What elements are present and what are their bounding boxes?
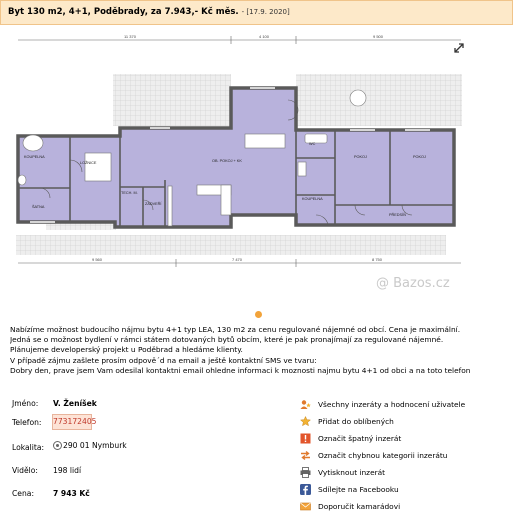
- arrows-icon: [300, 450, 311, 461]
- room-label-tech: TECH. M.: [121, 191, 138, 195]
- views-value: 198 lidí: [53, 466, 82, 475]
- terrace-right: [296, 74, 462, 126]
- dim-bottom-2: 7 470: [232, 257, 243, 262]
- warning-icon: [300, 433, 311, 444]
- terrace-table: [350, 90, 366, 106]
- listing-date: - [17.9. 2020]: [241, 8, 290, 16]
- room-label-zadveri: ZÁDVEŘÍ: [145, 202, 162, 206]
- dim-top-1: 11 370: [124, 34, 136, 39]
- description-line: V případě zájmu zašlete prosím odpově´d na email a ještě kontaktní SMS ve tvaru:: [10, 355, 317, 365]
- action-add-favorite-label[interactable]: Přidat do oblíbených: [318, 417, 394, 426]
- description-line: Plánujeme developerský projekt u Poděbrad a hledáme klienty.: [10, 345, 243, 355]
- action-print[interactable]: [300, 467, 385, 478]
- price-value: 7 943 Kč: [53, 489, 90, 498]
- path-bottom: [16, 235, 446, 255]
- locality-text[interactable]: 290 01 Nymburk: [63, 441, 127, 450]
- gallery-dot-indicator[interactable]: [255, 311, 262, 318]
- room-label-pokoj1: POKOJ: [354, 155, 367, 159]
- facebook-icon: [300, 484, 311, 495]
- listing-title-text: Byt 130 m2, 4+1, Poděbrady, za 7.943,- Kč měs.: [8, 7, 239, 17]
- dim-top-3: 9 500: [373, 34, 384, 39]
- description-line: Nabízíme možnost budoucího nájmu bytu 4+1 typ LEA, 130 m2 za cenu regulované nájemné od obcí. Cena je maximální.: [10, 325, 461, 334]
- room-label-obyvak: OB. POKOJ + KK: [212, 159, 242, 163]
- listing-header: [0, 0, 513, 25]
- description-line: Jedná se o možnost bydlení v rámci státem dotovaných bytů obcím, které je pak pronajímají za regulované nájemné.: [10, 335, 444, 345]
- listing-title: [8, 7, 290, 17]
- bathtub-left: [23, 135, 43, 151]
- location-pin-icon: [53, 441, 62, 450]
- envelope-icon: [300, 501, 311, 512]
- phone-label: Telefon:: [12, 418, 42, 427]
- room-label-predsin: PŘEDSÍŇ: [389, 213, 406, 217]
- views-label: Vidělo:: [12, 466, 38, 475]
- action-print-label[interactable]: Vytisknout inzerát: [318, 468, 386, 477]
- expand-icon[interactable]: [455, 44, 463, 52]
- description-line: Dobry den, prave jsem Vam odesilal kontaktni email ohledne informaci k moznosti najmu bytu 4+1 od obci a na toto telefon: [10, 365, 471, 375]
- room-label-koupelna: KOUPELNA: [24, 155, 45, 159]
- room-label-loznice: LOŽNICE: [80, 161, 97, 165]
- room-label-wc: WC: [309, 142, 316, 146]
- action-all-listings[interactable]: [300, 399, 465, 410]
- printer-icon: [300, 467, 311, 478]
- room-label-satna: ŠATNA: [32, 205, 45, 209]
- action-share-facebook-label[interactable]: Sdílejte na Facebooku: [318, 485, 399, 494]
- listing-image[interactable]: [0, 30, 515, 285]
- bed: [85, 153, 111, 181]
- seller-name-link[interactable]: V. Ženíšek: [53, 399, 97, 408]
- action-recommend-friend-label[interactable]: Doporučit kamarádovi: [318, 502, 401, 511]
- watermark-text: Bazos.cz: [393, 276, 450, 291]
- action-share-facebook[interactable]: [300, 484, 399, 495]
- dim-bottom-3: 8 750: [372, 257, 383, 262]
- locality-value[interactable]: [53, 441, 127, 450]
- table: [245, 134, 285, 148]
- action-report-listing-label[interactable]: Označit špatný inzerát: [318, 434, 402, 443]
- action-all-listings-label[interactable]: Všechny inzeráty a hodnocení uživatele: [318, 400, 466, 409]
- terrace-left: [113, 74, 231, 126]
- price-label: Cena:: [12, 489, 34, 498]
- dim-bottom-1: 9 560: [92, 257, 103, 262]
- name-label: Jméno:: [12, 399, 39, 408]
- user-rating-icon: [300, 399, 311, 410]
- room-label-koupelna2: KOUPELNA: [302, 197, 323, 201]
- phone-number[interactable]: 773172405: [52, 414, 92, 430]
- listing-description: [10, 325, 515, 376]
- action-recommend-friend[interactable]: [300, 501, 400, 512]
- watermark: @ Bazos.cz: [376, 276, 450, 291]
- star-icon: [300, 416, 311, 427]
- action-add-favorite[interactable]: [300, 416, 394, 427]
- room-label-pokoj2: POKOJ: [413, 155, 426, 159]
- locality-label: Lokalita:: [12, 443, 45, 452]
- action-report-category-label[interactable]: Označit chybnou kategorii inzerátu: [318, 451, 448, 460]
- action-report-category[interactable]: [300, 450, 447, 461]
- dim-top-2: 4 100: [259, 34, 270, 39]
- action-report-listing[interactable]: [300, 433, 401, 444]
